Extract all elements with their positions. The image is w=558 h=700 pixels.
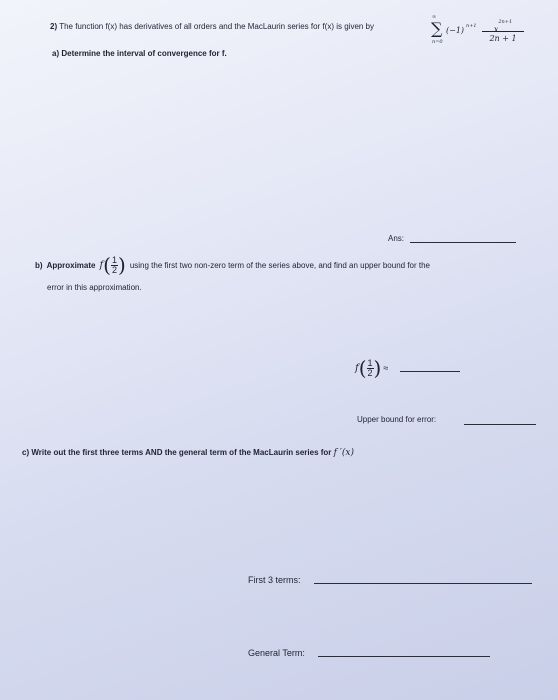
question-number: 2) (50, 22, 58, 31)
part-a-answer-label: Ans: (388, 234, 405, 243)
question-stem-text: The function f(x) has derivatives of all orders and the MacLaurin series for f(x) is given by (59, 22, 375, 31)
series-fraction (482, 19, 524, 43)
first-terms-label: First 3 terms: (248, 575, 301, 585)
approx-func: f (355, 362, 359, 374)
general-term-label: General Term: (248, 648, 305, 658)
part-b-text-line2: error in this approximation. (47, 283, 142, 292)
series-numerator: x (493, 25, 499, 34)
sigma-symbol: ∑ (431, 19, 443, 38)
part-a-prompt (52, 49, 227, 58)
part-b-label: b) (35, 260, 43, 270)
one-half-fraction (111, 256, 118, 275)
general-term-answer-line[interactable] (318, 656, 490, 657)
approx-fraction-numerator: 1 (367, 357, 373, 368)
series-lower-limit: n=0 (432, 39, 443, 45)
sign-exponent: n+1 (466, 23, 477, 29)
first-terms-answer-line[interactable] (314, 583, 532, 584)
error-bound-label: Upper bound for error: (357, 415, 437, 424)
part-b-approximate: Approximate (46, 260, 96, 270)
approx-symbol: ≈ (383, 363, 389, 373)
series-upper-limit: ∞ (432, 14, 437, 20)
series-numerator-exponent: 2n+1 (498, 19, 513, 25)
part-c-label: c) (22, 448, 30, 457)
fraction-numerator: 1 (111, 254, 117, 265)
series-denominator: 2n + 1 (489, 34, 517, 43)
part-b-approximation-expression: f ( $\frac{1}{2}$ ) ≈ (355, 356, 389, 380)
part-b-text-after: using the first two non-zero term of the series above, and find an upper bound for the (129, 260, 430, 270)
approx-fraction (367, 359, 374, 378)
part-a-label: a) (52, 49, 60, 58)
sign-term: (−1) (446, 26, 465, 35)
part-b-prompt-line1: b) Approximate f ( $\frac{1}{2}$ ) using the first two non-zero term of the series above, and find an upper bound for the (35, 253, 430, 277)
error-bound-answer-line[interactable] (464, 424, 536, 425)
part-c-prompt (22, 448, 354, 458)
part-a-text: Determine the interval of convergence for f. (61, 49, 227, 58)
question-stem (50, 22, 374, 31)
part-b-func: f (99, 259, 104, 271)
approx-fraction-denominator: 2 (367, 367, 373, 378)
approximation-answer-line[interactable] (400, 371, 460, 372)
part-a-answer-line[interactable] (410, 242, 516, 243)
part-c-func: f ′(x) (333, 448, 354, 458)
fraction-denominator: 2 (111, 264, 117, 275)
part-c-text: Write out the first three terms AND the general term of the MacLaurin series for (31, 448, 332, 457)
